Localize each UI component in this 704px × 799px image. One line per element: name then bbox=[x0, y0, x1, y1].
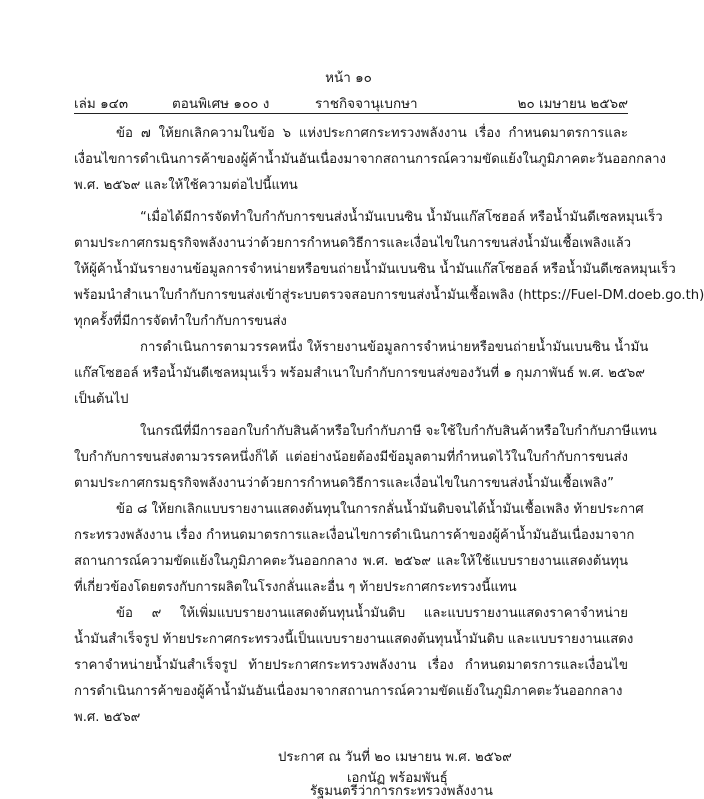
clause-9-line: ราคาจำหน่ายน้ำมันสำเร็จรูป ท้ายประกาศกระทรวงพลังงาน เรื่อง กำหนดมาตรการและเงื่อนไข bbox=[74, 658, 628, 673]
clause-8-line: สถานการณ์ความขัดแย้งในภูมิภาคตะวันออกกลาง พ.ศ. ๒๕๖๙ และให้ใช้แบบรายงานแสดงต้นทุน bbox=[74, 554, 628, 569]
volume-number: เล่ม ๑๔๓ bbox=[74, 96, 129, 112]
quoted-text-line: การดำเนินการตามวรรคหนึ่ง ให้รายงานข้อมูลการจำหน่ายหรือขนถ่ายน้ำมันเบนซิน น้ำมัน bbox=[140, 340, 649, 355]
quoted-text-line: “เมื่อได้มีการจัดทำใบกำกับการขนส่งน้ำมันเบนซิน น้ำมันแก๊สโซฮอล์ หรือน้ำมันดีเซลหมุนเร็ว bbox=[140, 210, 663, 225]
clause-8-line: ข้อ ๘ ให้ยกเลิกแบบรายงานแสดงต้นทุนในการกลั่นน้ำมันดิบจนได้น้ำมันเชื้อเพลิง ท้ายประกาศ bbox=[116, 502, 644, 517]
header-rule bbox=[74, 113, 628, 114]
publication-date: ๒๐ เมษายน ๒๕๖๙ bbox=[517, 96, 628, 112]
publication-title: ราชกิจจานุเบกษา bbox=[315, 96, 418, 112]
clause-7-line: พ.ศ. ๒๕๖๙ และให้ใช้ความต่อไปนี้แทน bbox=[74, 178, 298, 193]
clause-8-line: กระทรวงพลังงาน เรื่อง กำหนดมาตรการและเงื่อนไขการดำเนินการค้าของผู้ค้าน้ำมันอันเนื่องมาจาก bbox=[74, 528, 635, 543]
clause-7-line: เงื่อนไขการดำเนินการค้าของผู้ค้าน้ำมันอันเนื่องมาจากสถานการณ์ความขัดแย้งในภูมิภาคตะวันออกกลาง bbox=[74, 152, 666, 167]
clause-8-line: ที่เกี่ยวข้องโดยตรงกับการผลิตในโรงกลั่นและอื่น ๆ ท้ายประกาศกระทรวงนี้แทน bbox=[74, 580, 517, 595]
quoted-text-line: ให้ผู้ค้าน้ำมันรายงานข้อมูลการจำหน่ายหรือขนถ่ายน้ำมันเบนซิน น้ำมันแก๊สโซฮอล์ หรือน้ำมันดีเซลหมุนเร็ว bbox=[74, 262, 676, 277]
clause-9-line: พ.ศ. ๒๕๖๙ bbox=[74, 710, 141, 725]
quoted-text-line: เป็นต้นไป bbox=[74, 392, 129, 407]
special-section: ตอนพิเศษ ๑๐๐ ง bbox=[172, 96, 270, 112]
quoted-text-line: ทุกครั้งที่มีการจัดทำใบกำกับการขนส่ง bbox=[74, 314, 287, 329]
quoted-text-line: ตามประกาศกรมธุรกิจพลังงานว่าด้วยการกำหนดวิธีการและเงื่อนไขในการขนส่งน้ำมันเชื้อเพลิงแล้ว bbox=[74, 236, 632, 251]
signatory-position: รัฐมนตรีว่าการกระทรวงพลังงาน bbox=[310, 784, 493, 799]
quoted-text-line: พร้อมนำสำเนาใบกำกับการขนส่งเข้าสู่ระบบตรวจสอบการขนส่งน้ำมันเชื้อเพลิง (https://Fuel-DM.doeb.go.th) bbox=[74, 288, 704, 303]
running-header bbox=[74, 92, 628, 112]
clause-9-line: น้ำมันสำเร็จรูป ท้ายประกาศกระทรวงนี้เป็นแบบรายงานแสดงต้นทุนน้ำมันดิบ และแบบรายงานแสดง bbox=[74, 632, 634, 647]
page-number: หน้า ๑๐ bbox=[325, 70, 372, 86]
announcement-date: ประกาศ ณ วันที่ ๒๐ เมษายน พ.ศ. ๒๕๖๙ bbox=[278, 750, 512, 765]
clause-9-line: ข้อ ๙ ให้เพิ่มแบบรายงานแสดงต้นทุนน้ำมันดิบ และแบบรายงานแสดงราคาจำหน่าย bbox=[116, 606, 628, 621]
quoted-text-line: ตามประกาศกรมธุรกิจพลังงานว่าด้วยการกำหนดวิธีการและเงื่อนไขในการขนส่งน้ำมันเชื้อเพลิง” bbox=[74, 476, 614, 491]
quoted-text-line: ใบกำกับการขนส่งตามวรรคหนึ่งก็ได้ แต่อย่างน้อยต้องมีข้อมูลตามที่กำหนดไว้ในใบกำกับการขนส่ง bbox=[74, 450, 628, 465]
clause-7-line: ข้อ ๗ ให้ยกเลิกความในข้อ ๖ แห่งประกาศกระทรวงพลังงาน เรื่อง กำหนดมาตรการและ bbox=[116, 126, 628, 141]
quoted-text-line: ในกรณีที่มีการออกใบกำกับสินค้าหรือใบกำกับภาษี จะใช้ใบกำกับสินค้าหรือใบกำกับภาษีแทน bbox=[140, 424, 657, 439]
quoted-text-line: แก๊สโซฮอล์ หรือน้ำมันดีเซลหมุนเร็ว พร้อมสำเนาใบกำกับการขนส่งของวันที่ ๑ กุมภาพันธ์ พ.ศ. ๒๕๖๙ bbox=[74, 366, 645, 381]
clause-9-line: การดำเนินการค้าของผู้ค้าน้ำมันอันเนื่องมาจากสถานการณ์ความขัดแย้งในภูมิภาคตะวันออกกลาง bbox=[74, 684, 623, 699]
signatory-name: เอกนัฏ พร้อมพันธุ์ bbox=[347, 771, 448, 786]
